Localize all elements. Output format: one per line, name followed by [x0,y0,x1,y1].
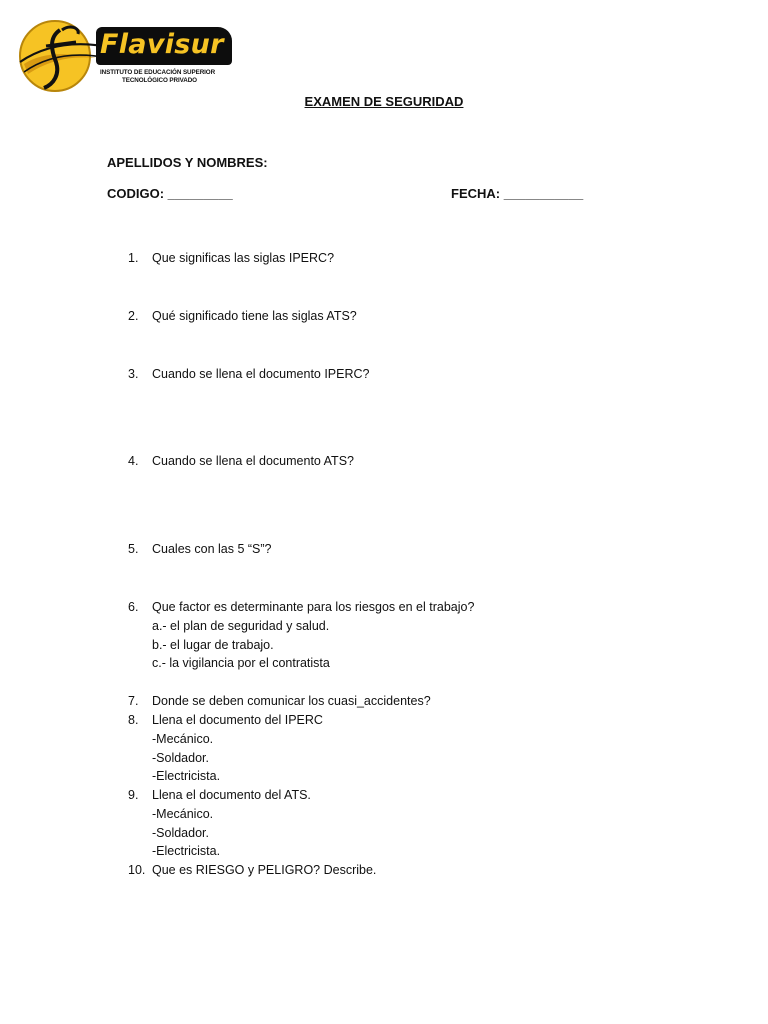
exam-title: EXAMEN DE SEGURIDAD [304,94,464,109]
question-6 [128,598,474,673]
trade-item: -Electricista. [152,844,221,859]
code-field-label: CODIGO: _________ [107,186,233,201]
trade-item: -Soldador. [152,750,209,765]
question-number: 4. [128,454,139,468]
question-number: 7. [128,694,139,708]
question-text: Cuales con las 5 “S”? [152,542,272,556]
question-3 [128,365,370,384]
question-text: Que es RIESGO y PELIGRO? Describe. [152,863,377,877]
logo-subtitle-line2: TECNOLÓGICO PRIVADO [122,77,197,84]
trade-item: -Soldador. [152,825,209,840]
question-number: 5. [128,542,139,556]
name-field-label: APELLIDOS Y NOMBRES: [107,155,268,170]
question-text: Llena el documento del IPERC [152,713,323,727]
question-number: 9. [128,788,139,802]
question-text: Llena el documento del ATS. [152,788,311,802]
question-number: 6. [128,600,139,614]
logo-subtitle-line1: INSTITUTO DE EDUCACIÓN SUPERIOR [100,69,216,76]
institute-logo [18,18,238,94]
question-10 [128,861,376,880]
question-8 [128,711,323,786]
question-number: 10. [128,863,146,877]
question-text: Que significas las siglas IPERC? [152,251,335,265]
question-1 [128,249,334,268]
question-text: Cuando se llena el documento ATS? [152,454,354,468]
question-number: 1. [128,251,139,265]
question-number: 8. [128,713,139,727]
answer-option: c.- la vigilancia por el contratista [152,656,330,671]
question-7 [128,692,431,711]
question-2 [128,307,357,326]
question-4 [128,452,354,471]
question-text: Que factor es determinante para los riesgos en el trabajo? [152,600,475,614]
answer-option: b.- el lugar de trabajo. [152,637,274,652]
question-number: 3. [128,367,139,381]
question-text: Donde se deben comunicar los cuasi_accidentes? [152,694,431,708]
trade-item: -Mecánico. [152,731,214,746]
date-field-label: FECHA: ___________ [451,186,584,201]
trade-item: -Mecánico. [152,806,214,821]
question-text: Cuando se llena el documento IPERC? [152,367,370,381]
question-9 [128,786,311,861]
logo-wordmark-box [96,27,232,65]
trade-item: -Electricista. [152,769,221,784]
question-5 [128,540,272,559]
answer-option: a.- el plan de seguridad y salud. [152,618,330,633]
question-number: 2. [128,309,139,323]
logo-wordmark: Flavisur [100,29,224,60]
question-text: Qué significado tiene las siglas ATS? [152,309,357,323]
